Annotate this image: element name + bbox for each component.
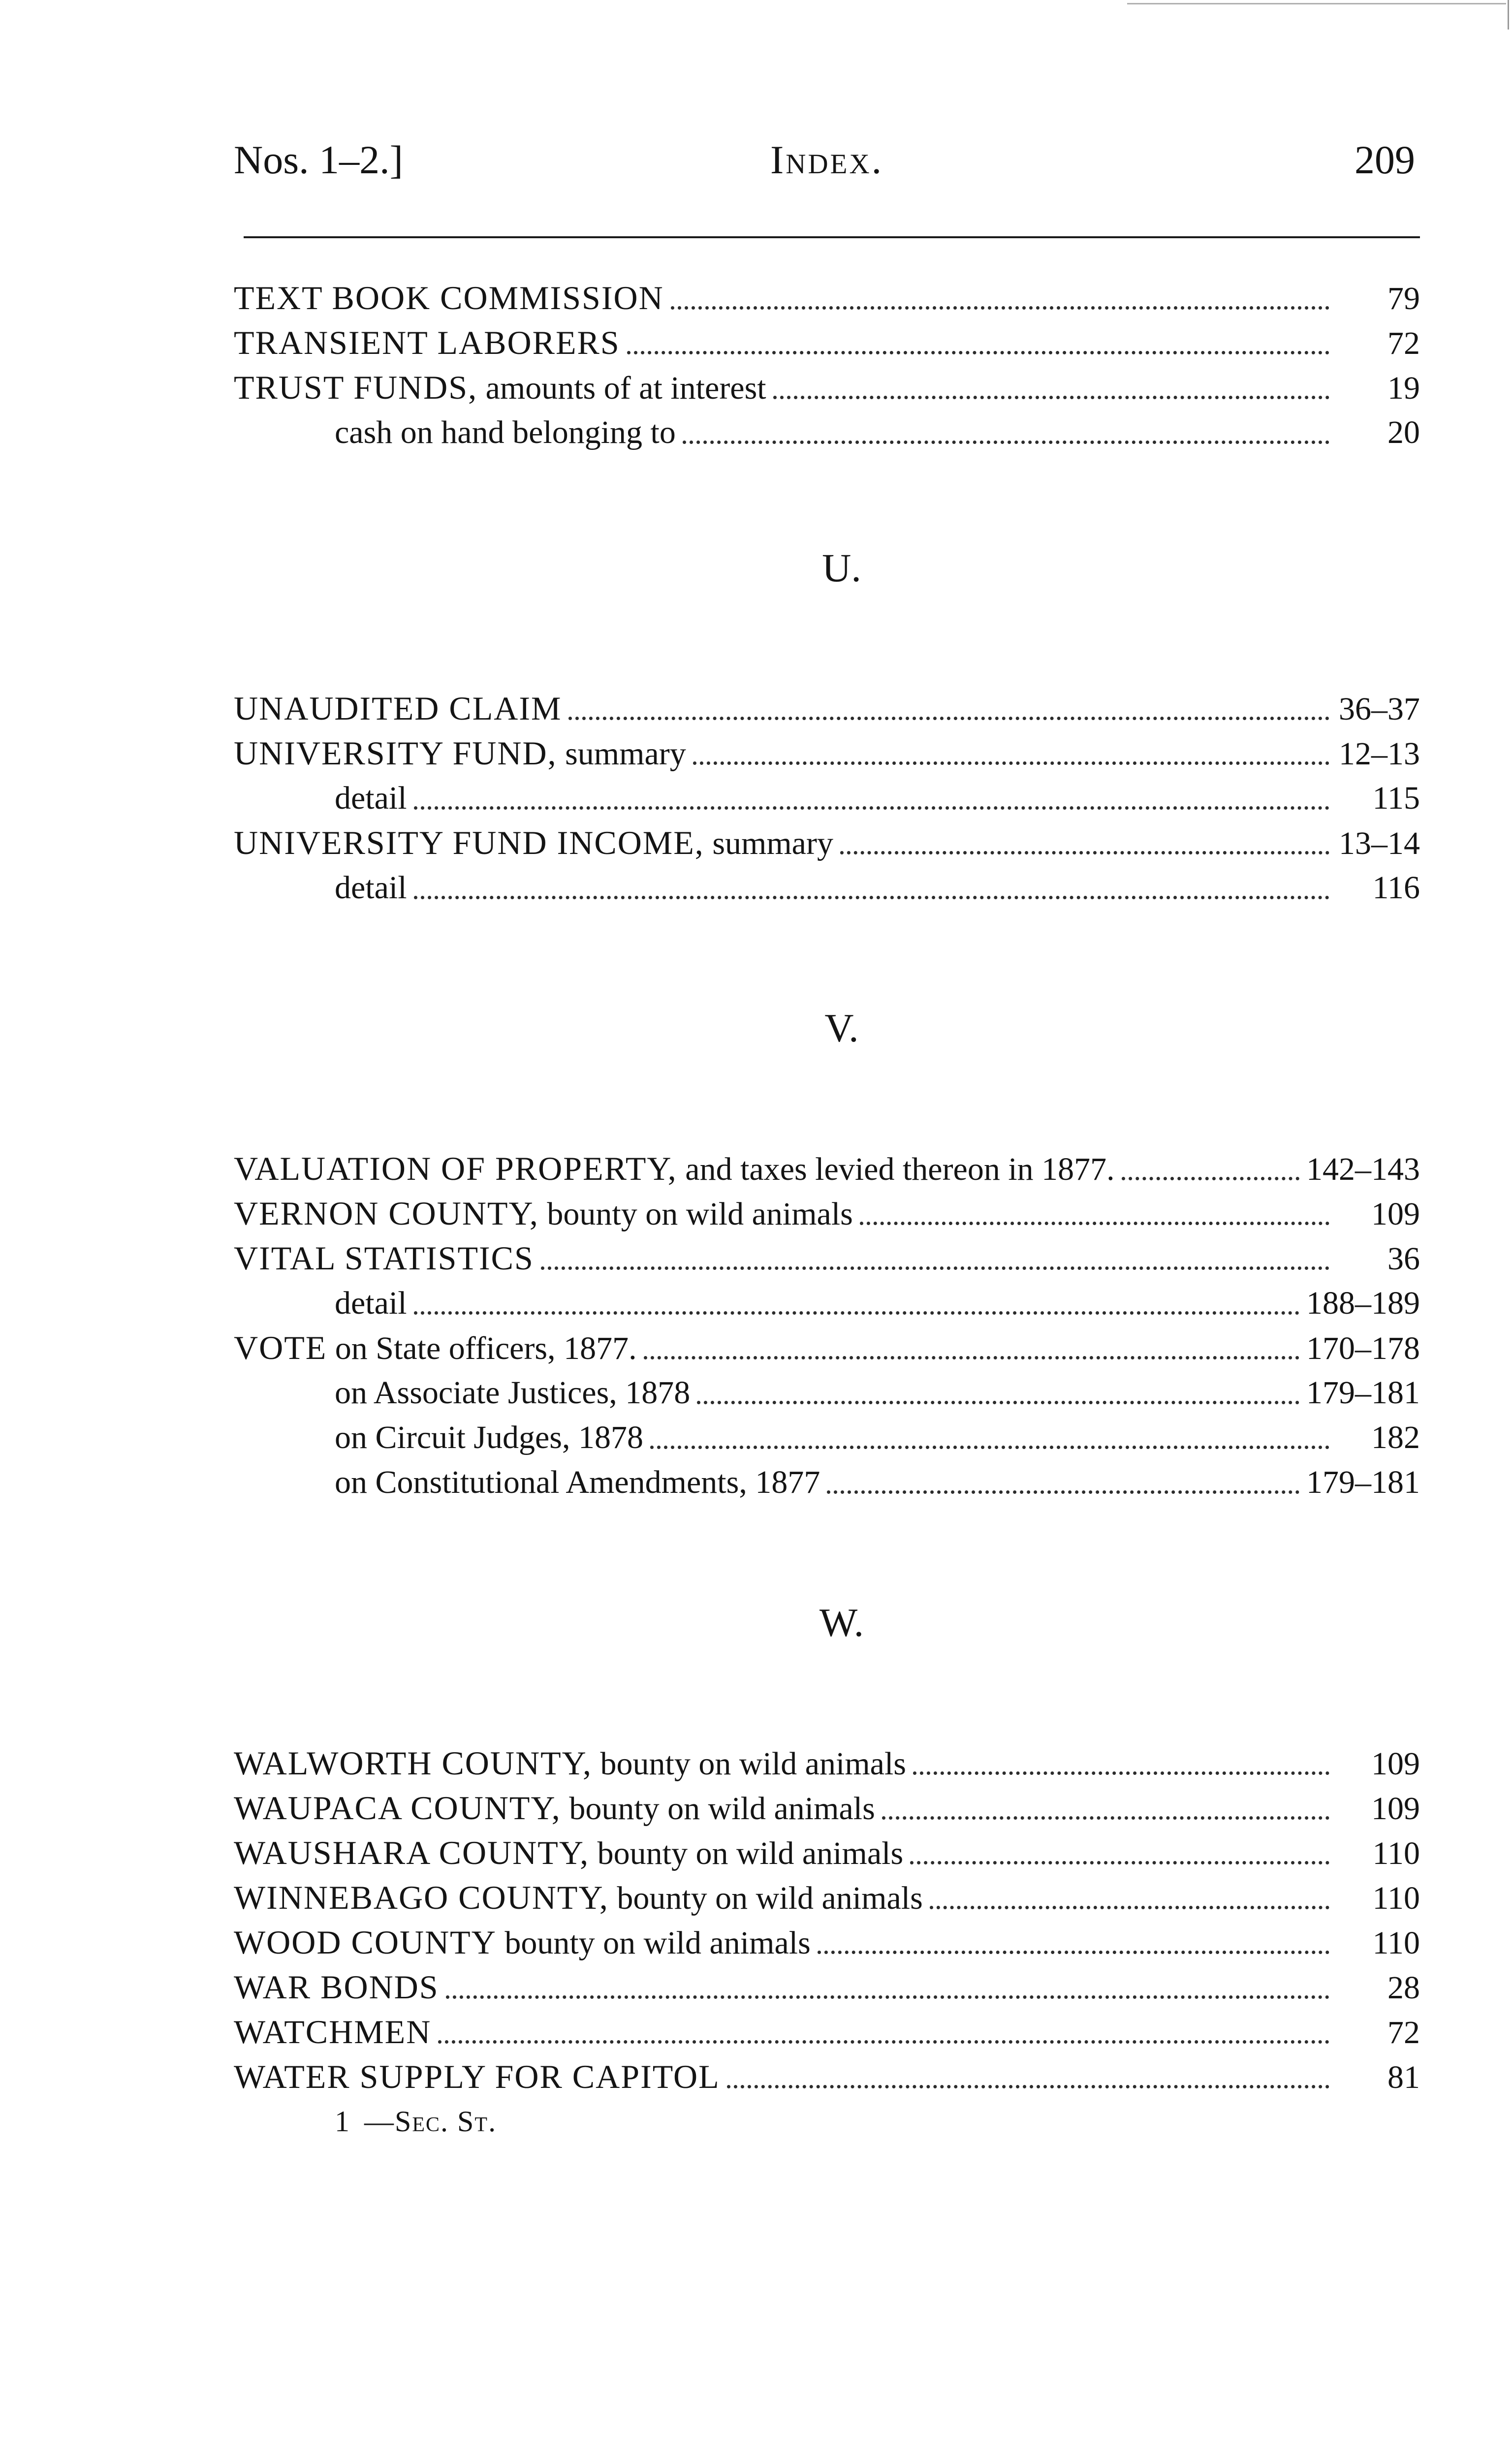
dot-leader xyxy=(446,1995,1329,1999)
index-entry xyxy=(234,820,1420,865)
entry-description: bounty on wild animals xyxy=(496,1925,811,1961)
entry-description: summary xyxy=(704,825,833,861)
index-entry xyxy=(234,1920,1420,1965)
entry-term: UNIVERSITY FUND INCOME, xyxy=(234,824,704,861)
entry-page-reference: 110 xyxy=(1372,1925,1420,1961)
dot-leader xyxy=(541,1266,1329,1270)
index-entry xyxy=(234,1325,1420,1370)
dot-leader xyxy=(650,1446,1329,1449)
entry-label xyxy=(234,1786,875,1830)
entry-term: TRUST FUNDS, xyxy=(234,369,478,406)
entry-page-reference: 20 xyxy=(1387,414,1420,450)
entry-term: WAUPACA COUNTY, xyxy=(234,1789,561,1827)
section-letter-heading: W. xyxy=(819,1600,864,1645)
index-entry xyxy=(234,731,1420,776)
entry-label xyxy=(234,1741,906,1786)
entry-description: cash on hand belonging to xyxy=(335,414,676,450)
entry-description: amounts of at interest xyxy=(477,370,766,406)
entry-term: WINNEBAGO COUNTY, xyxy=(234,1879,609,1916)
entry-label xyxy=(335,1460,820,1505)
index-subentry xyxy=(234,1415,1420,1460)
entry-term: UNAUDITED CLAIM xyxy=(234,690,562,727)
entry-page-reference: 115 xyxy=(1372,780,1420,816)
entry-description: bounty on wild animals xyxy=(589,1835,904,1871)
entry-page-reference: 36–37 xyxy=(1339,691,1420,727)
entry-description: bounty on wild animals xyxy=(592,1746,906,1782)
dot-leader xyxy=(414,806,1329,810)
entry-description: summary xyxy=(557,736,686,772)
dot-leader xyxy=(773,396,1329,399)
entry-label xyxy=(335,410,676,455)
entry-page-reference: 110 xyxy=(1372,1880,1420,1916)
entry-page-reference: 28 xyxy=(1387,1970,1420,2006)
index-entry xyxy=(234,1741,1420,1786)
entry-description: detail xyxy=(335,870,407,906)
entry-page-reference: 36 xyxy=(1387,1241,1420,1277)
entry-page-reference: 110 xyxy=(1372,1835,1420,1871)
dot-leader xyxy=(910,1861,1329,1864)
signature-mark xyxy=(234,2099,1420,2144)
dot-leader xyxy=(930,1906,1329,1909)
running-head-left: Nos. 1–2.] xyxy=(234,137,403,182)
entry-page-reference: 182 xyxy=(1371,1420,1420,1455)
entry-label xyxy=(234,2054,720,2099)
entry-term: VALUATION OF PROPERTY, xyxy=(234,1150,677,1187)
running-head xyxy=(234,133,1415,187)
entry-label xyxy=(335,776,407,820)
entry-label xyxy=(234,2010,431,2054)
dot-leader xyxy=(818,1951,1329,1954)
entry-description: on Associate Justices, 1878 xyxy=(335,1375,691,1411)
running-head-title: Index. xyxy=(770,137,884,182)
dot-leader xyxy=(1122,1177,1299,1180)
entry-page-reference: 13–14 xyxy=(1339,825,1420,861)
index-subentry xyxy=(234,865,1420,910)
dot-leader xyxy=(913,1771,1329,1775)
index-entry xyxy=(234,2054,1420,2099)
entry-description: on Circuit Judges, 1878 xyxy=(335,1420,643,1455)
index-entry xyxy=(234,276,1420,320)
entry-page-reference: 170–178 xyxy=(1306,1330,1420,1366)
dot-leader xyxy=(693,761,1329,765)
index-entry xyxy=(234,1146,1420,1191)
page-number: 209 xyxy=(1354,137,1415,182)
entry-term: WATER SUPPLY FOR CAPITOL xyxy=(234,2058,720,2095)
entry-label xyxy=(234,276,664,320)
dot-leader xyxy=(683,441,1329,444)
dot-leader xyxy=(840,851,1329,854)
dot-leader xyxy=(568,717,1329,720)
entry-description: on State officers, 1877. xyxy=(327,1330,637,1366)
signature-number: 1 xyxy=(335,2105,349,2138)
entry-description: bounty on wild animals xyxy=(561,1791,875,1827)
dot-leader xyxy=(860,1222,1329,1225)
entry-description: bounty on wild animals xyxy=(608,1880,923,1916)
entry-term: TEXT BOOK COMMISSION xyxy=(234,279,664,316)
entry-term: WOOD COUNTY xyxy=(234,1924,497,1961)
entry-label xyxy=(234,320,620,365)
header-rule xyxy=(244,236,1420,238)
index-entry xyxy=(234,1965,1420,2010)
dot-leader xyxy=(827,1490,1299,1494)
dot-leader xyxy=(627,351,1329,354)
entry-description: detail xyxy=(335,1285,407,1321)
entry-page-reference: 72 xyxy=(1387,2015,1420,2051)
entry-label xyxy=(234,1965,439,2010)
entry-description: bounty on wild animals xyxy=(538,1196,853,1232)
entry-page-reference: 109 xyxy=(1371,1196,1420,1232)
index-entry xyxy=(234,365,1420,410)
index-subentry xyxy=(234,1281,1420,1325)
entry-label xyxy=(335,1370,690,1415)
entry-term: VITAL STATISTICS xyxy=(234,1239,534,1277)
section-letter-heading: V. xyxy=(824,1006,859,1050)
entry-page-reference: 79 xyxy=(1387,281,1420,316)
dot-leader xyxy=(882,1816,1329,1820)
entry-label xyxy=(335,1281,407,1325)
entry-label xyxy=(234,1146,1115,1191)
index-subentry xyxy=(234,1370,1420,1415)
scan-edge-mark xyxy=(1508,0,1509,30)
entry-term: WALWORTH COUNTY, xyxy=(234,1744,593,1782)
index-subentry xyxy=(234,776,1420,820)
index-entry xyxy=(234,2010,1420,2054)
index-entry xyxy=(234,686,1420,731)
index-subentry xyxy=(234,1460,1420,1505)
entry-label xyxy=(234,1325,637,1370)
entry-page-reference: 12–13 xyxy=(1339,736,1420,772)
entry-label xyxy=(234,1191,853,1236)
dot-leader xyxy=(414,1311,1299,1315)
index-entry xyxy=(234,320,1420,365)
entry-label xyxy=(234,686,562,731)
entry-term: VERNON COUNTY, xyxy=(234,1195,539,1232)
entry-label xyxy=(234,1875,923,1920)
entry-page-reference: 179–181 xyxy=(1306,1464,1420,1500)
index-entry xyxy=(234,1830,1420,1875)
index-entry xyxy=(234,1191,1420,1236)
dot-leader xyxy=(671,306,1329,310)
entry-label xyxy=(234,1830,903,1875)
entry-page-reference: 109 xyxy=(1371,1746,1420,1782)
dot-leader xyxy=(414,896,1329,899)
index-entry xyxy=(234,1786,1420,1830)
dot-leader xyxy=(438,2040,1329,2044)
index-subentry xyxy=(234,410,1420,455)
entry-term: TRANSIENT LABORERS xyxy=(234,324,620,361)
entry-label xyxy=(335,1415,643,1460)
section-letter-heading: U. xyxy=(822,545,861,590)
entry-term: WAR BONDS xyxy=(234,1968,439,2006)
entry-term: WAUSHARA COUNTY, xyxy=(234,1834,590,1871)
dot-leader xyxy=(644,1356,1299,1359)
entry-label xyxy=(234,1920,811,1965)
entry-page-reference: 19 xyxy=(1387,370,1420,406)
index-entry xyxy=(234,1236,1420,1281)
entry-description: and taxes levied thereon in 1877. xyxy=(677,1151,1115,1187)
entry-page-reference: 179–181 xyxy=(1306,1375,1420,1411)
entry-page-reference: 72 xyxy=(1387,325,1420,361)
entry-label xyxy=(234,365,766,410)
entry-page-reference: 116 xyxy=(1372,870,1420,906)
index-entry xyxy=(234,1875,1420,1920)
entry-page-reference: 81 xyxy=(1387,2059,1420,2095)
entry-page-reference: 188–189 xyxy=(1306,1285,1420,1321)
index-body xyxy=(234,276,1420,2144)
entry-page-reference: 142–143 xyxy=(1306,1151,1420,1187)
entry-description: on Constitutional Amendments, 1877 xyxy=(335,1464,820,1500)
entry-term: WATCHMEN xyxy=(234,2013,432,2051)
entry-label xyxy=(335,865,407,910)
entry-term: UNIVERSITY FUND, xyxy=(234,734,557,772)
entry-label xyxy=(234,731,686,776)
entry-term: VOTE xyxy=(234,1329,327,1366)
entry-label xyxy=(234,1236,534,1281)
scan-edge-line xyxy=(1127,3,1506,4)
dot-leader xyxy=(697,1401,1299,1404)
entry-description: detail xyxy=(335,780,407,816)
dot-leader xyxy=(727,2085,1329,2088)
entry-page-reference: 109 xyxy=(1371,1791,1420,1827)
signature-text: —Sec. St. xyxy=(364,2105,497,2138)
entry-label xyxy=(234,820,833,865)
